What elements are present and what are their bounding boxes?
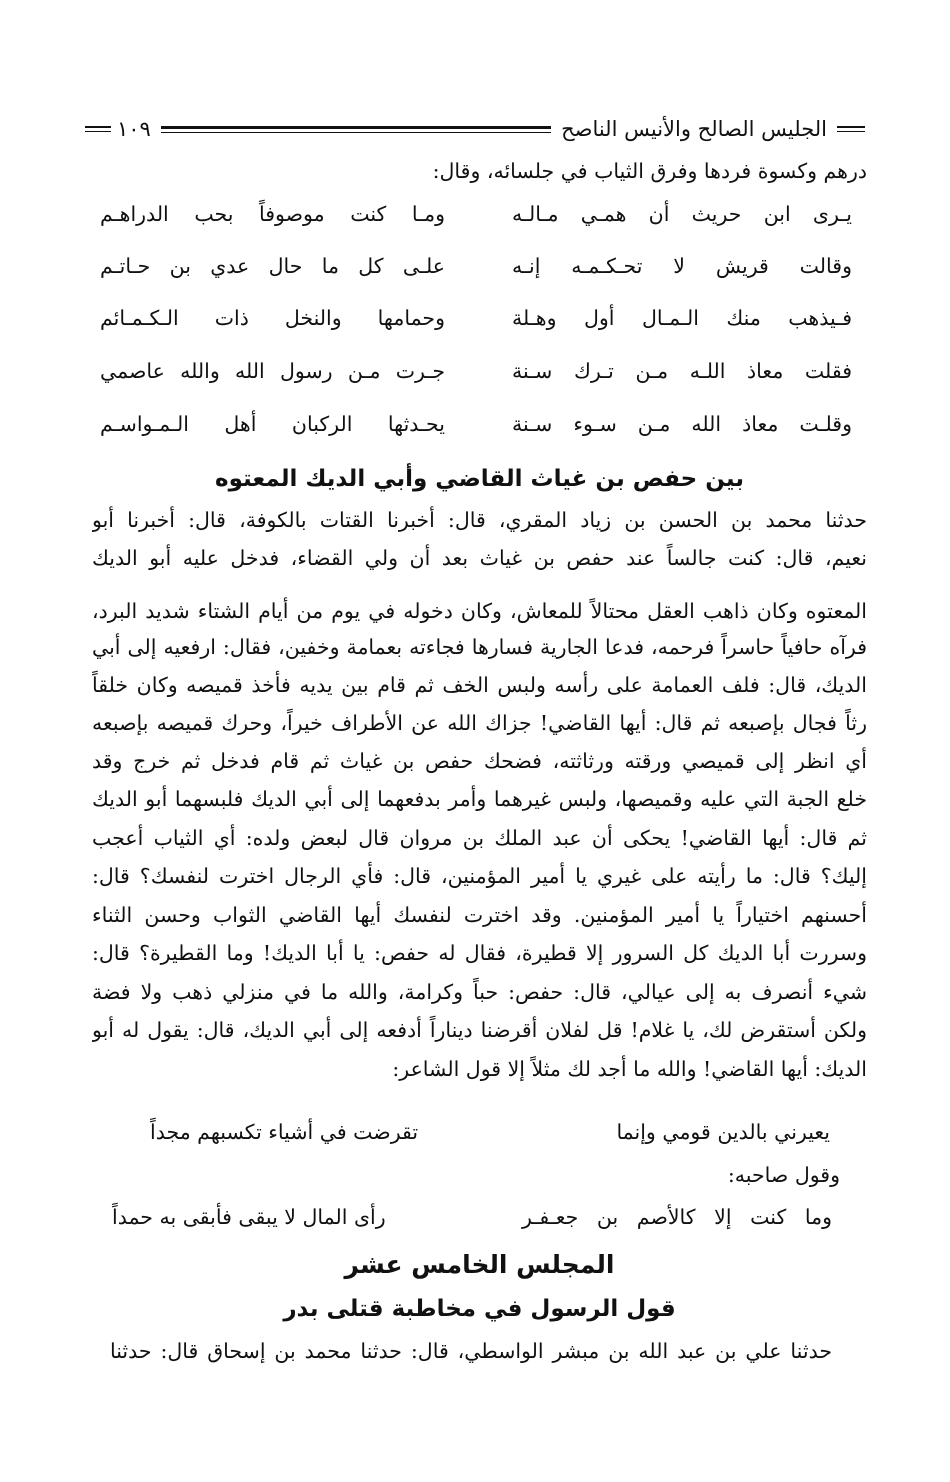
poem-verse (100, 254, 852, 288)
paragraph-line: وسررت أبا الديك كل السرور إلا قطيرة، فقال له حفص: يا أبا الديك! وما القطيرة؟ قال: (92, 941, 867, 965)
verse-second-hemistich: ومـا كنت موصوفاً بحب الدراهـم (100, 202, 445, 226)
paragraph-line: حدثنا علي بن عبد الله بن مبشر الواسطي، قال: حدثنا محمد بن إسحاق قال: حدثنا (110, 1339, 832, 1363)
verse-second-hemistich: جـرت مـن رسول الله والله عاصمي (100, 359, 445, 383)
verse-second-hemistich: تقرضت في أشياء تكسبهم مجداً (150, 1120, 419, 1144)
running-header (85, 112, 865, 146)
header-rule-left (85, 126, 111, 132)
verse-second-hemistich: وحمامها والنخل ذات الـكـمـائم (100, 306, 445, 330)
paragraph-line: الديك: أيها القاضي! والله ما أجد لك مثلاً إلا قول الشاعر: (392, 1057, 867, 1081)
verse-second-hemistich: علـى كل ما حال عدي بن حـاتـم (100, 254, 445, 278)
paragraph-line: أي انظر إلى قميصي ورقته ورثاثته، فضحك حفص بن غياث ثم قام فدخل ثم خرج وقد (92, 749, 867, 773)
paragraph-line: ولكن أستقرض لك، يا غلام! قل لفلان أقرضنا ديناراً أدفعه إلى أبي الديك، قال: يقول له أبو (92, 1018, 867, 1042)
poem-verse (100, 359, 852, 393)
header-rule-middle (161, 126, 551, 133)
header-title: الجليس الصالح والأنيس الناصح (561, 117, 827, 141)
verse-first-hemistich: فقلت معاذ اللـه مـن تـرك سـنة (512, 359, 852, 383)
verse-first-hemistich: يعيرني بالدين قومي وإنما (616, 1120, 830, 1144)
quoted-verse (112, 1205, 832, 1239)
paragraph-line: خلع الجبة التي عليه وقميصها، ولبس غيرهما وأمر بدفعهما إلى أبي الديك فلبسهما أبو الديك (92, 787, 867, 811)
page-number: ١٠٩ (117, 117, 151, 141)
section-title: بين حفص بن غياث القاضي وأبي الديك المعتوه (215, 466, 744, 492)
verse-first-hemistich: فـيذهب منك الـمـال أول وهـلة (512, 306, 852, 330)
companion-line: وقول صاحبه: (727, 1163, 840, 1187)
verse-first-hemistich: وما كنت إلا كالأصم بن جعـفـر (522, 1205, 832, 1229)
verse-first-hemistich: يـرى ابن حريث أن همـي مـالـه (512, 202, 852, 226)
verse-first-hemistich: وقالت قريش لا تحـكـمـه إنـه (512, 254, 852, 278)
paragraph-line: المعتوه وكان ذاهب العقل محتالاً للمعاش، وكان دخوله في يوم من أيام الشتاء شديد البرد، (92, 599, 867, 623)
paragraph-line: شيء أنصرف به إلى عيالي، قال: حفص: حباً وكرامة، والله ما في منزلي ذهب ولا فضة (92, 980, 867, 1004)
quoted-verse (150, 1120, 830, 1154)
paragraph-line: إليك؟ قال: ما رأيته على غيري يا أمير المؤمنين، قال: فأي الرجال اخترت لنفسك؟ قال: (92, 864, 867, 888)
paragraph-line: ثم قال: أيها القاضي! يحكى أن عبد الملك بن مروان قال لبعض ولده: أي الثياب أعجب (92, 826, 867, 850)
intro-line: درهم وكسوة فردها وفرق الثياب في جلسائه، وقال: (432, 159, 867, 183)
poem-verse (100, 412, 852, 446)
paragraph-line: حدثنا محمد بن الحسن بن زياد المقري، قال: أخبرنا القتات بالكوفة، قال: أخبرنا أبو (92, 508, 867, 532)
verse-second-hemistich: رأى المال لا يبقى فأبقى به حمداً (112, 1205, 386, 1229)
verse-second-hemistich: يحـدثها الركبان أهل الـمـواسـم (100, 412, 445, 436)
paragraph-line: الديك، قال: فلف العمامة على رأسه ولبس الخف ثم قام بين يديه فأخذ قميصه وكان خلقاً (92, 673, 867, 697)
paragraph-line: نعيم، قال: كنت جالساً عند حفص بن غياث بعد أن ولي القضاء، فدخل عليه أبو الديك (92, 546, 867, 570)
section-title: المجلس الخامس عشر (344, 1250, 615, 1279)
paragraph-line: رثاً فجال بإصبعه ثم قال: أيها القاضي! جزاك الله عن الأطراف خيراً، وحرك قميصه بإصبعه (92, 711, 867, 735)
paragraph-line: أحسنهم اختياراً يا أمير المؤمنين. وقد اخترت لنفسك أيها القاضي الثواب وحسن الثناء (92, 903, 867, 927)
poem-verse (100, 202, 852, 236)
verse-first-hemistich: وقلـت معاذ الله مـن سـوء سـنة (512, 412, 852, 436)
poem-verse (100, 306, 852, 340)
paragraph-line: فرآه حافياً حاسراً فرحمه، فدعا الجارية فسارها فجاءته بعمامة وخفين، فقال: ارفعيه إلى أبي (92, 635, 867, 659)
header-rule-right (837, 126, 865, 132)
section-title: قول الرسول في مخاطبة قتلى بدر (283, 1296, 676, 1322)
